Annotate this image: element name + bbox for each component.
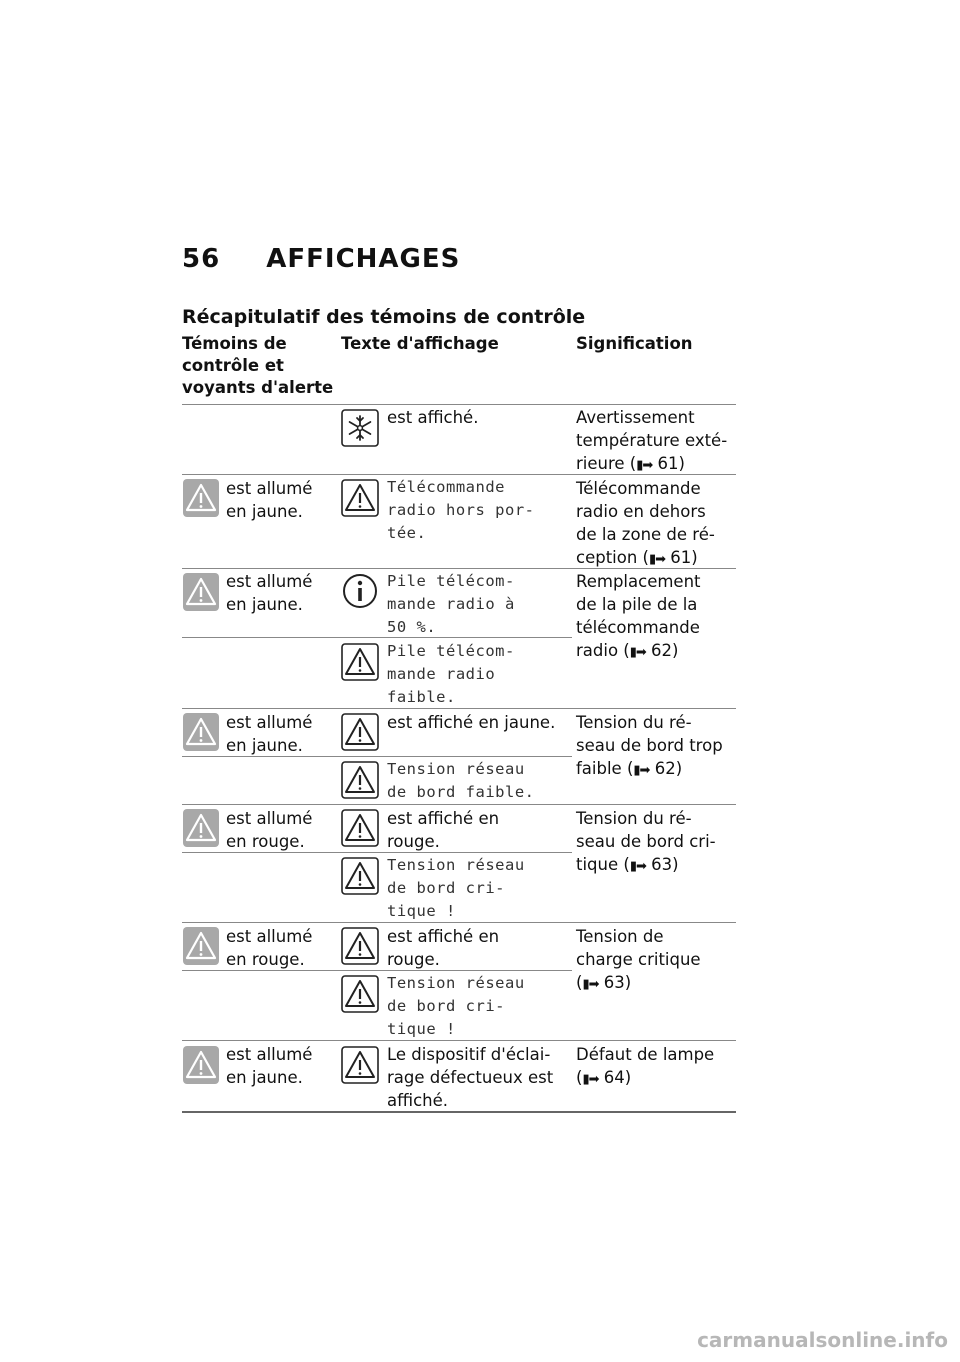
page-number: 56: [182, 244, 221, 274]
warning-triangle-filled-icon: [183, 479, 219, 517]
warning-triangle-outline-icon: [341, 1046, 379, 1084]
column-header-meaning: Signification: [576, 334, 693, 353]
display-text-cell: Tension réseau de bord faible.: [387, 760, 535, 801]
warning-triangle-outline-icon: [341, 975, 379, 1013]
arrow-right-icon: ▮➡: [582, 1072, 599, 1087]
warning-triangle-outline-icon: [341, 927, 379, 965]
warning-triangle-outline-icon: [341, 643, 379, 681]
arrow-right-icon: ▮➡: [649, 552, 666, 567]
table-divider: [182, 804, 736, 805]
meaning-cell: Télécommande radio en dehors de la zone de ré- ception (▮➡ 61): [576, 477, 715, 571]
page-title: Récapitulatif des témoins de contrôle: [182, 306, 586, 328]
watermark-footer: carmanualsonline.info: [697, 1328, 948, 1352]
light-status-cell: est allumé en jaune.: [226, 572, 313, 614]
warning-triangle-filled-icon: [183, 573, 219, 611]
arrow-right-icon: ▮➡: [633, 763, 650, 778]
meaning-cell: Tension du ré- seau de bord trop faible (▮➡ 62): [576, 711, 723, 782]
warning-triangle-outline-icon: [341, 713, 379, 751]
meaning-cell: Tension de charge critique (▮➡ 63): [576, 925, 701, 996]
warning-triangle-filled-icon: [183, 809, 219, 847]
column-header-lights: Témoins de contrôle et voyants d'alerte: [182, 334, 334, 397]
warning-triangle-filled-icon: [183, 927, 219, 965]
warning-triangle-outline-icon: [341, 479, 379, 517]
display-text-cell: est affiché en rouge.: [387, 927, 500, 969]
info-icon: [341, 572, 379, 610]
display-text-cell: Pile télécom- mande radio à 50 %.: [387, 572, 515, 636]
meaning-cell: Tension du ré- seau de bord cri- tique (▮➡ 63): [576, 807, 716, 878]
warning-triangle-outline-icon: [341, 809, 379, 847]
display-text-cell: Tension réseau de bord cri- tique !: [387, 974, 525, 1038]
table-row: est affiché.: [387, 408, 479, 427]
warning-triangle-filled-icon: [183, 713, 219, 751]
display-text-cell: Tension réseau de bord cri- tique !: [387, 856, 525, 920]
light-status-cell: est allumé en jaune.: [226, 1045, 313, 1087]
display-text-cell: est affiché en rouge.: [387, 809, 500, 851]
light-status-cell: est allumé en rouge.: [226, 809, 313, 851]
light-status-cell: est allumé en rouge.: [226, 927, 313, 969]
display-text-cell: Télécommande radio hors por- tée.: [387, 478, 535, 542]
display-text-cell: est affiché en jaune.: [387, 713, 556, 732]
meaning-cell: Remplacement de la pile de la télécommande radio (▮➡ 62): [576, 570, 701, 664]
snowflake-icon: [341, 409, 379, 447]
section-title: AFFICHAGES: [266, 244, 461, 274]
light-status-cell: est allumé en jaune.: [226, 479, 313, 521]
light-status-cell: est allumé en jaune.: [226, 713, 313, 755]
warning-triangle-outline-icon: [341, 857, 379, 895]
column-header-display-text: Texte d'affichage: [341, 334, 499, 353]
table-divider: [182, 404, 736, 405]
page-header: [182, 244, 460, 274]
arrow-right-icon: ▮➡: [582, 977, 599, 992]
warning-triangle-outline-icon: [341, 761, 379, 799]
arrow-right-icon: ▮➡: [629, 645, 646, 660]
meaning-cell: Avertissement température exté- rieure (▮➡ 61): [576, 406, 727, 477]
display-text-cell: Pile télécom- mande radio faible.: [387, 642, 515, 706]
arrow-right-icon: ▮➡: [629, 859, 646, 874]
warning-triangle-filled-icon: [183, 1046, 219, 1084]
meaning-cell: Défaut de lampe (▮➡ 64): [576, 1043, 714, 1091]
arrow-right-icon: ▮➡: [636, 458, 653, 473]
display-text-cell: Le dispositif d'éclai- rage défectueux est affiché.: [387, 1045, 554, 1110]
